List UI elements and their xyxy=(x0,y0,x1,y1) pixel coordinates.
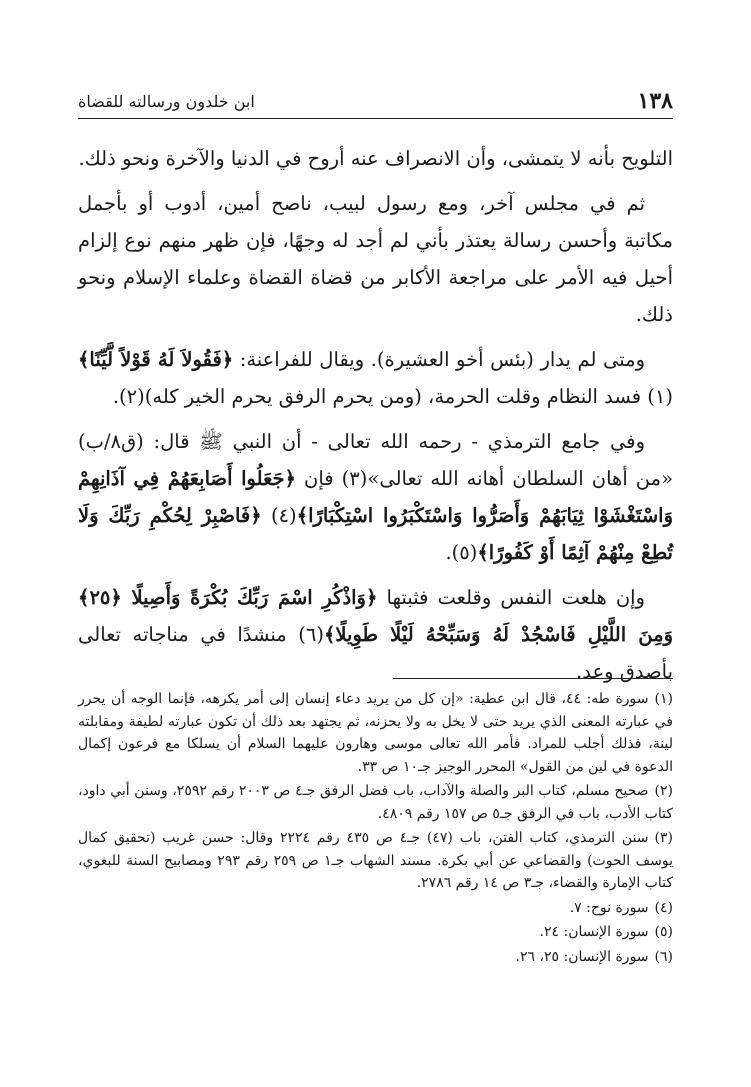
footnote-number: (٦) xyxy=(654,948,673,965)
running-title: ابن خلدون ورسالته للقضاة xyxy=(78,92,255,111)
main-text xyxy=(78,140,673,698)
paragraph-3-text-a: ومتى لم يدار (بئس أخو العشيرة). ويقال للفراعنة: xyxy=(233,348,645,371)
paragraph-3 xyxy=(78,341,673,415)
footnote-text: صحيح مسلم، كتاب البر والصلة والآداب، باب فضل الرفق جـ٤ ص ٢٠٠٣ رقم ٢٥٩٢، وسنن أبي داود، كتاب الأدب، باب في الرفق جـ٥ ص ١٥٧ رقم ٤٨٠٩. xyxy=(78,783,673,822)
footnote-number: (١) xyxy=(654,691,673,707)
paragraph-3-text-b: (١) فسد النظام وقلت الحرمة، (ومن يحرم الرفق يحرم الخير كله)(٢). xyxy=(112,385,673,408)
page-header xyxy=(78,88,673,119)
quran-quote: ﴿فَاصْبِرْ لِحُكْمِ رَبِّكَ وَلَا تُطِعْ مِنْهُمْ آثِمًا أَوْ كَفُورًا﴾ xyxy=(78,504,673,564)
paragraph-4 xyxy=(78,423,673,571)
page-number: ١٣٨ xyxy=(637,88,673,114)
paragraph-5-text-b: (٦) منشدًا في مناجاته تعالى بأصدق وعد. xyxy=(78,623,673,683)
footnote-text: سورة الإنسان: ٢٤. xyxy=(539,924,649,940)
footnote xyxy=(78,921,673,944)
footnote xyxy=(78,897,673,920)
footnote-divider xyxy=(393,678,673,679)
quran-quote: ﴿وَاذْكُرِ اسْمَ رَبِّكَ بُكْرَةً وَأَصِيلًا ﴿٢٥﴾ وَمِنَ اللَّيْلِ فَاسْجُدْ لَهُ وَسَبِّحْهُ لَيْلًا طَوِيلًا﴾ xyxy=(78,586,674,646)
paragraph-4-text-c: (٥). xyxy=(445,541,478,564)
footnotes xyxy=(78,688,673,970)
footnote-text: سورة طه: ٤٤، قال ابن عطية: «إن كل من يريد دعاء إنسان إلى أمر يكرهه، فإنما الوجه أن يحرر في عبارته المعنى الذي يريد حتى لا يخل به ولا يحزنه، ثم يجتهد بعد ذلك أن تكون عبارته لطيفة ومقابلته لينة، فذلك أجلب للمراد. فأمر الله تعالى موسى وهارون عليهما السلام أن يسلكا مع فرعون إكمال الدعوة في لين من القول» المحرر الوجيز جـ١٠ ص ٣٣. xyxy=(78,691,674,775)
quran-quote: ﴿جَعَلُوا أَصَابِعَهُمْ فِي آذَانِهِمْ وَاسْتَغْشَوْا ثِيَابَهُمْ وَأَصَرُّوا وَاسْتَكْبَرُوا اسْتِكْبَارًا﴾ xyxy=(78,467,673,527)
footnote-number: (٣) xyxy=(654,830,674,846)
footnote xyxy=(78,827,673,895)
footnote-number: (٤) xyxy=(654,899,673,916)
footnote-text: سنن الترمذي، كتاب الفتن، باب (٤٧) جـ٤ ص ٤٣٥ رقم ٢٢٢٤ وقال: حسن غريب (تحقيق كمال يوسف الحوت) والقضاعي عن أبي بكرة. مسند الشهاب جـ١ ص ٢٥٩ رقم ٢٩٣ ومصابيح السنة للبغوي، كتاب الإمارة والقضاء، جـ٣ ص ١٤ رقم ٢٧٨٦. xyxy=(78,830,673,891)
footnote-text: سورة الإنسان: ٢٥، ٢٦. xyxy=(515,948,649,965)
paragraph-2: ثم في مجلس آخر، ومع رسول لبيب، ناصح أمين، أدوب أو بأجمل مكاتبة وأحسن رسالة يعتذر بأني لم أجد له وجهًا، فإن ظهر منهم نوع إلزام أحيل فيه الأمر على مراجعة الأكابر من قضاة القضاة وعلماء الإسلام ونحو ذلك. xyxy=(78,192,673,326)
paragraph-5 xyxy=(78,579,673,690)
footnote-number: (٥) xyxy=(654,924,673,940)
footnote xyxy=(78,780,673,825)
footnote xyxy=(78,946,673,969)
paragraph-1: التلويح بأنه لا يتمشى، وأن الانصراف عنه أروح في الدنيا والآخرة ونحو ذلك. xyxy=(78,147,673,170)
quran-quote: ﴿فَقُولاَ لَهُ قَوْلاً لَّيِّنًا﴾ xyxy=(78,348,234,371)
footnote-number: (٢) xyxy=(654,783,674,799)
paragraph-5-text-a: وإن هلعت النفس وقلعت فثبتها xyxy=(377,586,645,609)
paragraph-4-text-a: وفي جامع الترمذي - رحمه الله تعالى - أن النبي ﷺ قال: (ق٨/ب) «من أهان السلطان أهانه الله تعالى»(٣) فإن xyxy=(78,430,674,490)
footnote-text: سورة نوح: ٧. xyxy=(569,899,649,916)
footnote xyxy=(78,688,673,778)
paragraph-4-text-b: (٤) xyxy=(261,504,297,527)
